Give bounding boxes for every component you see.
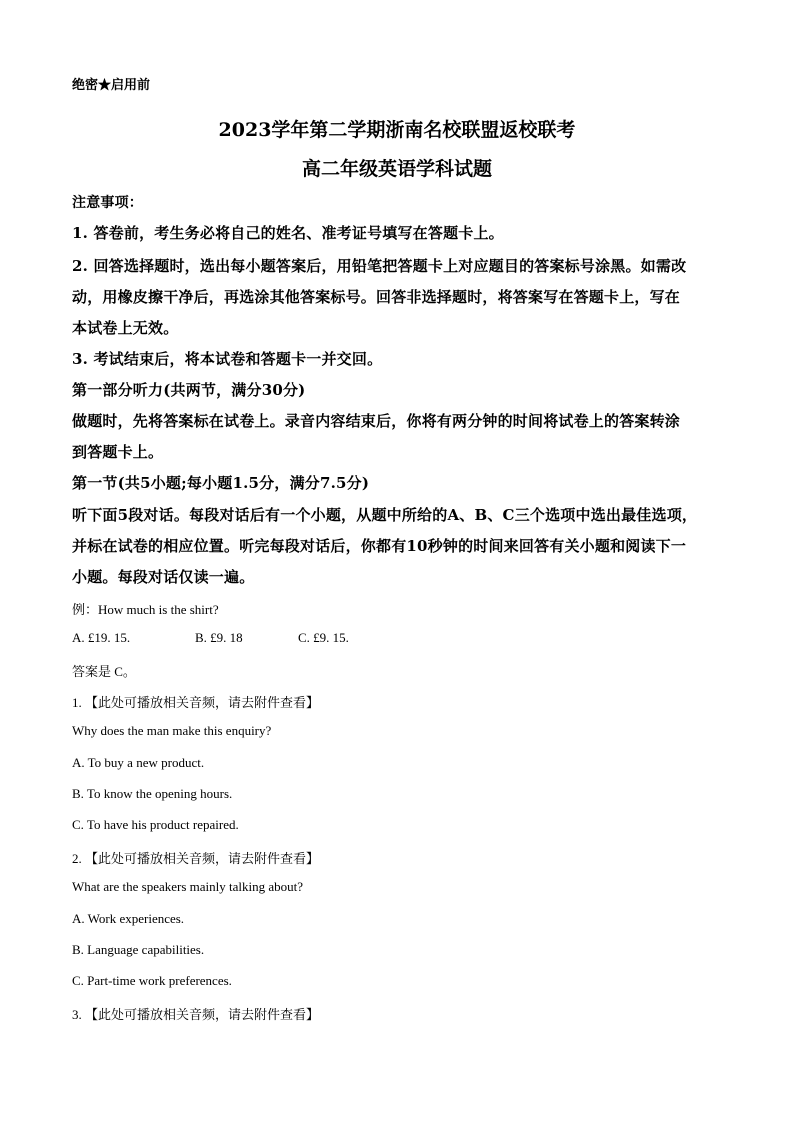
- notice-heading: 注意事项：: [72, 195, 143, 211]
- exam-title: 2023学年第二学期浙南名校联盟返校联考: [218, 119, 576, 141]
- notice-item-2-line-3: 本试卷上无效。: [72, 319, 179, 337]
- question-1-stem: Why does the man make this enquiry?: [72, 723, 272, 738]
- section1-instructions-line-3: 小题。每段对话仅读一遍。: [72, 568, 255, 586]
- question-3-audio-label: 3. 【此处可播放相关音频，请去附件查看】: [72, 1007, 320, 1022]
- confidential-label: 绝密★启用前: [72, 78, 151, 93]
- section1-instructions-line-1: 听下面5段对话。每段对话后有一个小题，从题中所给的A、B、C三个选项中选出最佳选项，: [72, 506, 698, 524]
- question-2-audio-label: 2. 【此处可播放相关音频，请去附件查看】: [72, 851, 320, 866]
- notice-item-2-line-2: 动，用橡皮擦干净后，再选涂其他答案标号。回答非选择题时，将答案写在答题卡上，写在: [72, 288, 681, 306]
- question-1-option-a: A. To buy a new product.: [72, 755, 205, 770]
- example-option-b: B. £9. 18: [195, 630, 243, 645]
- notice-item-1: 1. 答卷前，考生务必将自己的姓名、准考证号填写在答题卡上。: [72, 224, 504, 242]
- section1-instructions-line-2: 并标在试卷的相应位置。听完每段对话后，你都有10秒钟的时间来回答有关小题和阅读下一: [72, 537, 687, 555]
- part1-heading: 第一部分听力(共两节，满分30分): [72, 381, 306, 399]
- part1-instructions-line-2: 到答题卡上。: [72, 443, 164, 461]
- example-question: 例：How much is the shirt?: [72, 602, 219, 617]
- question-1-option-c: C. To have his product repaired.: [72, 817, 239, 832]
- example-option-a: A. £19. 15.: [72, 630, 131, 645]
- example-option-c: C. £9. 15.: [298, 630, 349, 645]
- part1-instructions-line-1: 做题时，先将答案标在试卷上。录音内容结束后，你将有两分钟的时间将试卷上的答案转涂: [72, 412, 681, 430]
- notice-item-3: 3. 考试结束后，将本试卷和答题卡一并交回。: [72, 350, 383, 368]
- question-2-option-a: A. Work experiences.: [72, 911, 185, 926]
- question-2-stem: What are the speakers mainly talking about?: [72, 879, 304, 894]
- section1-heading: 第一节(共5小题;每小题1.5分，满分7.5分): [72, 474, 370, 492]
- example-answer: 答案是 C。: [72, 664, 136, 679]
- question-2-option-c: C. Part-time work preferences.: [72, 973, 232, 988]
- notice-item-2-line-1: 2. 回答选择题时，选出每小题答案后，用铅笔把答题卡上对应题目的答案标号涂黑。如需改: [72, 257, 687, 275]
- question-1-audio-label: 1. 【此处可播放相关音频，请去附件查看】: [72, 695, 320, 710]
- question-2-option-b: B. Language capabilities.: [72, 942, 205, 957]
- question-1-option-b: B. To know the opening hours.: [72, 786, 233, 801]
- exam-subtitle: 高二年级英语学科试题: [301, 158, 492, 180]
